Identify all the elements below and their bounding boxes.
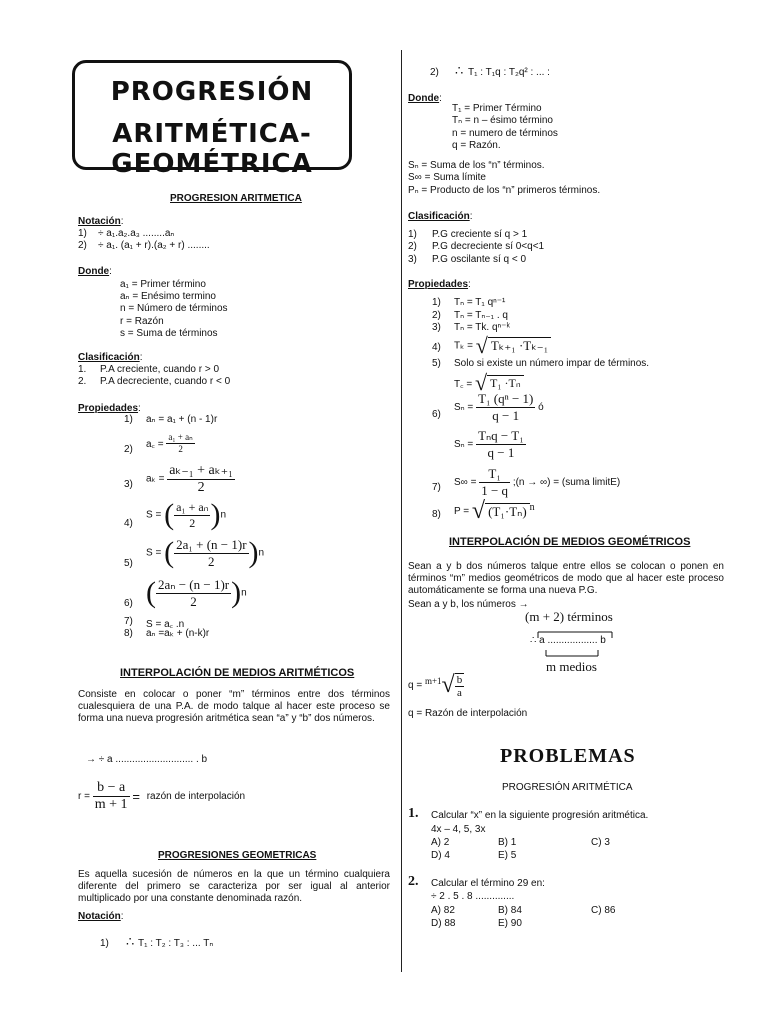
sqrt-icon: √ — [471, 498, 486, 524]
donde-3: n = Número de términos — [120, 303, 228, 314]
prop-right-2-num: 2) — [432, 310, 441, 321]
q-text: q = Razón de interpolación — [408, 708, 528, 719]
pg-notacion-2-num: 2) — [430, 67, 439, 78]
donde-right-4: q = Razón. — [452, 140, 501, 151]
prop-5: S = ( $\frac{\text{2a₁ + (n − 1)r}}{2}$ )n — [146, 536, 265, 569]
heading-interp-geometricos: INTERPOLACIÓN DE MEDIOS GEOMÉTRICOS — [449, 536, 691, 548]
prop-right-5: Solo si existe un número impar de términos. — [454, 358, 650, 369]
pg-notacion-label: Notación: — [78, 911, 124, 922]
heading-progresion-aritmetica: PROGRESION ARITMETICA — [170, 193, 302, 204]
interp-geometricos-text: Sean a y b dos números talque entre ellos se colocan o ponen en términos “m” medios geométricos de modo que al hacer este proceso automáticamente se forma una nueva P.G. — [408, 561, 724, 596]
therefore-icon: ∴ — [455, 63, 464, 78]
prop-1: aₙ = a₁ + (n - 1)r — [146, 414, 218, 425]
donde-label: Donde: — [78, 266, 112, 277]
problem-2-option-e: E) 90 — [498, 918, 522, 929]
prop-6-num: 6) — [124, 598, 133, 609]
therefore-icon: ∴ — [126, 934, 135, 949]
donde-2: aₙ = Enésimo termino — [120, 291, 216, 302]
sqrt-icon: √ — [475, 333, 488, 358]
clasificacion-label-right: Clasificación: — [408, 211, 473, 222]
prop-4-num: 4) — [124, 518, 133, 529]
prop-right-8: P = √ (T₁·Tₙ) $^n$ — [454, 498, 535, 524]
extra-3: Pₙ = Producto de los “n” primeros términos. — [408, 185, 601, 196]
problem-2-number: 2. — [408, 874, 419, 889]
donde-1: a₁ = Primer término — [120, 279, 206, 290]
problem-2-line: ÷ 2 . 5 . 8 .............. — [431, 891, 515, 902]
prop-right-1-num: 1) — [432, 297, 441, 308]
pg-notacion-1-num: 1) — [100, 938, 109, 949]
extra-2: S∞ = Suma límite — [408, 172, 486, 183]
problem-1-option-a: A) 2 — [431, 837, 450, 848]
prop-right-6b: Sₙ = $\frac{\text{Tₙq − T₁}}{q - 1}$ — [454, 428, 524, 460]
prop-7-num: 7) — [124, 616, 133, 627]
interp-aritmeticos-sequence: → ÷ a ............................ . b — [86, 754, 208, 765]
propiedades-label: Propiedades: — [78, 403, 141, 414]
prop-right-2: Tₙ = Tₙ₋₁ . q — [454, 310, 508, 321]
problem-1-number: 1. — [408, 806, 419, 821]
clasif-right-2-num: 2) — [408, 241, 417, 252]
prop-right-4: Tₖ = √ Tₖ₊₁ ·Tₖ₋₁ — [454, 333, 551, 359]
column-divider — [401, 50, 402, 972]
problemas-title: PROBLEMAS — [500, 745, 636, 767]
clasif-2-num: 2. — [78, 376, 87, 387]
problemas-subhead: PROGRESIÓN ARITMÉTICA — [502, 782, 633, 793]
problem-2-option-c: C) 86 — [591, 905, 616, 916]
prop-right-3: Tₙ = Tk. qⁿ⁻ᵏ — [454, 322, 510, 333]
prop-3: aₖ = $\frac{\text{aₖ₋₁ + aₖ₊₁}}{2}$ — [146, 463, 234, 495]
prop-right-7: S∞ = $\frac{\text{T₁}}{1 - q}$ ;(n → ∞) = (suma limitE) — [454, 466, 621, 498]
prop-4: S = ( $\frac{\text{a₁ + aₙ}}{2}$ )n — [146, 498, 227, 531]
donde-right-1: T₁ = Primer Término — [452, 103, 542, 114]
donde-label-right: Donde: — [408, 93, 442, 104]
clasif-right-1-num: 1) — [408, 229, 417, 240]
prop-7: S = a꜀ .n — [146, 619, 185, 630]
heading-progresiones-geometricas: PROGRESIONES GEOMETRICAS — [158, 850, 317, 861]
prop-8: aₙ =aₖ + (n-k)r — [146, 628, 210, 639]
prop-6: ( $\frac{\text{2aₙ − (n − 1)r}}{2}$ )n — [146, 576, 247, 609]
prop-right-7-num: 7) — [432, 482, 441, 493]
prop-1-num: 1) — [124, 414, 133, 425]
problem-1-option-d: D) 4 — [431, 850, 450, 861]
pg-notacion-1: T₁ : T₂ : T₃ : ... Tₙ — [138, 938, 214, 949]
interp-aritmeticos-text: Consiste en colocar o poner “m” términos entre dos términos cualesquiera de una P.A. de modo talque al hacer este proceso se forma una nueva progresión aritmética sean “a” y “b” dos números. — [78, 689, 390, 724]
problem-1-option-e: E) 5 — [498, 850, 517, 861]
extra-1: Sₙ = Suma de los “n” términos. — [408, 160, 545, 171]
formula-razon-aritmetica: r = $\frac{b - a}{m + 1}$ = razón de interpolación — [78, 780, 246, 812]
geo-sequence: ∴ a .................. b — [530, 635, 606, 646]
prop-right-3-num: 3) — [432, 322, 441, 333]
sqrt-icon: √ — [441, 672, 455, 698]
notacion-1: ÷ a₁.a₂.a₃ ........aₙ — [98, 228, 175, 239]
problem-1-option-c: C) 3 — [591, 837, 610, 848]
prop-right-4-num: 4) — [432, 342, 441, 353]
prop-right-6: Sₙ = $\frac{\text{T₁ (qⁿ − 1)}}{q - 1}$ ó — [454, 391, 544, 423]
prop-2: a꜀ = $\frac{\text{a₁ + aₙ}}{2}$ — [146, 432, 193, 454]
donde-right-3: n = numero de términos — [452, 128, 558, 139]
medios-label: m medios — [546, 659, 597, 674]
problem-2-question: Calcular el término 29 en: — [431, 878, 545, 889]
prop-right-6-num: 6) — [432, 409, 441, 420]
problem-2-option-b: B) 84 — [498, 905, 522, 916]
clasif-2: P.A decreciente, cuando r < 0 — [100, 376, 231, 387]
clasif-1-num: 1. — [78, 364, 87, 375]
heading-interp-aritmeticos: INTERPOLACIÓN DE MEDIOS ARITMÉTICOS — [120, 667, 355, 679]
donde-right-2: Tₙ = n – ésimo término — [452, 115, 553, 126]
sqrt-icon: √ — [474, 370, 488, 395]
notacion-1-num: 1) — [78, 228, 87, 239]
title-line-2: ARITMÉTICA-GEOMÉTRICA — [111, 119, 313, 179]
pg-notacion-2: T₁ : T₁q : T₂q² : ... : — [468, 67, 550, 78]
notacion-2-num: 2) — [78, 240, 87, 251]
progresiones-geometricas-text: Es aquella sucesión de números en la que un término cualquiera diferente del primero se caracteriza por ser igual al anterior multiplicado por una constante denominada razón. — [78, 869, 390, 904]
problem-1-line: 4x – 4, 5, 3x — [431, 824, 486, 835]
prop-3-num: 3) — [124, 479, 133, 490]
formula-q: q = $^{m+1}$√ $\frac{b}{a}$ — [408, 672, 463, 699]
clasif-1: P.A creciente, cuando r > 0 — [100, 364, 220, 375]
propiedades-label-right: Propiedades: — [408, 279, 471, 290]
donde-5: s = Suma de términos — [120, 328, 218, 339]
prop-right-8-num: 8) — [432, 509, 441, 520]
notacion-label: Notación: — [78, 216, 124, 227]
clasificacion-label: Clasificación: — [78, 352, 143, 363]
clasif-right-1: P.G creciente sí q > 1 — [432, 229, 528, 240]
donde-4: r = Razón — [120, 316, 164, 327]
problem-2-option-d: D) 88 — [431, 918, 456, 929]
problem-1-question: Calcular “x” en la siguiente progresión aritmética. — [431, 810, 649, 821]
prop-5-num: 5) — [124, 558, 133, 569]
prop-2-num: 2) — [124, 444, 133, 455]
terms-label: (m + 2) términos — [525, 609, 613, 624]
clasif-right-3: P.G oscilante sí q < 0 — [432, 254, 527, 265]
clasif-right-3-num: 3) — [408, 254, 417, 265]
clasif-right-2: P.G decreciente sí 0<q<1 — [432, 241, 545, 252]
title-line-1: PROGRESIÓN — [110, 77, 314, 107]
title-box — [72, 60, 352, 179]
problem-2-option-a: A) 82 — [431, 905, 455, 916]
prop-right-5-num: 5) — [432, 358, 441, 369]
prop-8-num: 8) — [124, 628, 133, 639]
prop-right-5b: T꜀ = √ T₁ ·Tₙ — [454, 370, 524, 396]
prop-right-1: Tₙ = T₁ qⁿ⁻¹ — [454, 297, 506, 308]
problem-1-option-b: B) 1 — [498, 837, 517, 848]
interp-geometricos-line: Sean a y b, los números → — [408, 599, 529, 610]
notacion-2: ÷ a₁. (a₁ + r).(a₂ + r) ........ — [98, 240, 210, 251]
